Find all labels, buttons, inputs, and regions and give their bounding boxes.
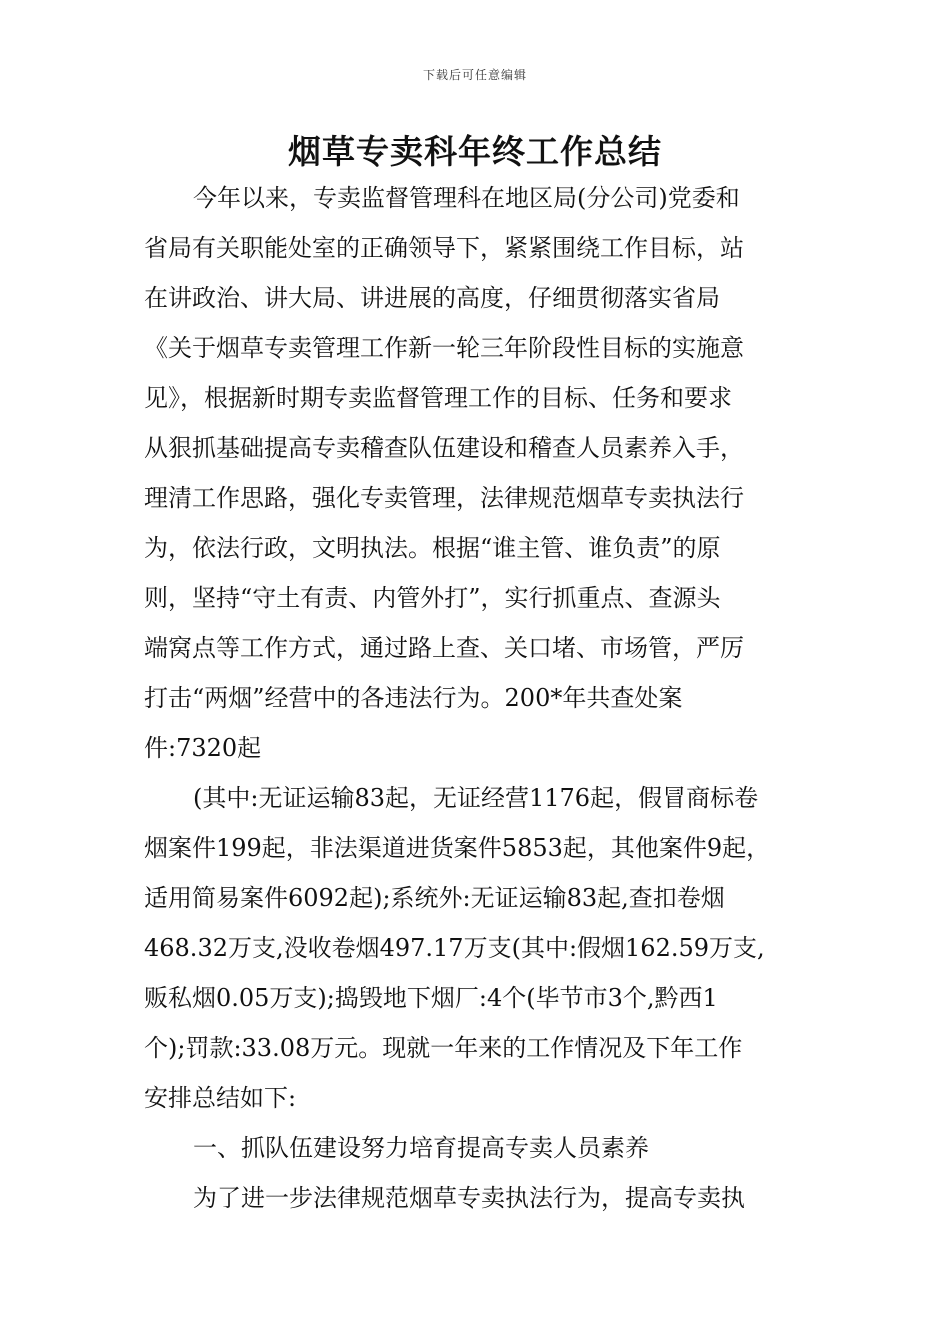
paragraph-line: 烟案件199起，非法渠道进货案件5853起，其他案件9起， [144, 834, 771, 862]
paragraph-line: 为，依法行政，文明执法。根据“谁主管、谁负责”的原 [144, 534, 721, 562]
paragraph-line: 则，坚持“守土有责、内管外打”，实行抓重点、查源头 [144, 584, 721, 612]
paragraph-line: 见》，根据新时期专卖监督管理工作的目标、任务和要求 [144, 384, 732, 412]
paragraph-line: 件:7320起 [144, 734, 262, 762]
paragraph-line: 适用简易案件6092起);系统外:无证运输83起,查扣卷烟 [144, 884, 725, 912]
paragraph-line: 《关于烟草专卖管理工作新一轮三年阶段性目标的实施意 [144, 334, 744, 362]
paragraph-line: 在讲政治、讲大局、讲进展的高度，仔细贯彻落实省局 [144, 284, 720, 312]
paragraph-line: 端窝点等工作方式，通过路上查、关口堵、市场管，严厉 [144, 634, 744, 662]
document-title: 烟草专卖科年终工作总结 [288, 132, 662, 171]
paragraph-line: 为了进一步法律规范烟草专卖执法行为，提高专卖执 [193, 1184, 745, 1212]
paragraph-line: 贩私烟0.05万支);捣毁地下烟厂:4个(毕节市3个,黔西1 [144, 984, 718, 1012]
paragraph-line: 个);罚款:33.08万元。现就一年来的工作情况及下年工作 [144, 1034, 743, 1062]
paragraph-line: 从狠抓基础提高专卖稽查队伍建设和稽查人员素养入手， [144, 434, 744, 462]
paragraph-line: 安排总结如下: [144, 1084, 297, 1112]
paragraph-line: 打击“两烟”经营中的各违法行为。200*年共查处案 [144, 684, 683, 712]
paragraph-line: 省局有关职能处室的正确领导下，紧紧围绕工作目标，站 [144, 234, 744, 262]
paragraph-line: 今年以来，专卖监督管理科在地区局(分公司)党委和 [193, 184, 740, 212]
paragraph-line: 理清工作思路，强化专卖管理，法律规范烟草专卖执法行 [144, 484, 744, 512]
header-note: 下载后可任意编辑 [422, 68, 527, 82]
paragraph-line: 468.32万支,没收卷烟497.17万支(其中:假烟162.59万支, [144, 934, 765, 962]
paragraph-line: (其中:无证运输83起，无证经营1176起，假冒商标卷 [193, 784, 759, 812]
section-heading: 一、抓队伍建设努力培育提高专卖人员素养 [193, 1134, 649, 1162]
